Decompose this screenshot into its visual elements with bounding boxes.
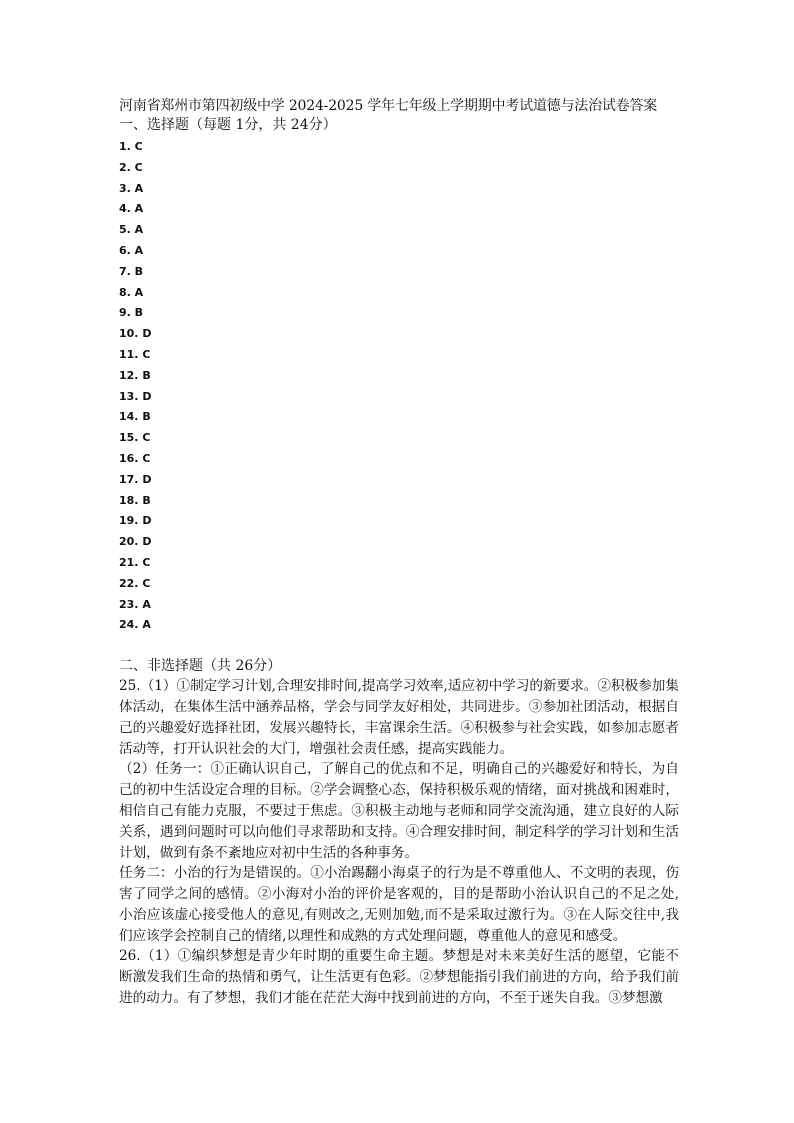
section1-heading: 一、选择题（每题 1分，共 24分） [119, 117, 337, 133]
answer-item: 5. A [119, 223, 144, 237]
answer-item: 15. C [119, 431, 151, 445]
answer-item: 14. B [119, 410, 151, 424]
answer-list [119, 137, 679, 636]
answer-item: 3. A [119, 181, 144, 195]
answer-item: 19. D [119, 514, 152, 528]
answer-item: 2. C [119, 160, 143, 174]
q25-task2: 任务二：小治的行为是错误的。①小治踢翻小海桌子的行为是不尊重他人、不文明的表现，伤害了同学之间的感情。②小海对小治的评价是客观的，目的是帮助小治认识自己的不足之处,小治应该虚心接受他人的意见,有则改之,无则加勉,而不是采取过激行为。③在人际交往中,我们应该学会控制自己的情绪,以理性和成熟的方式处理问题，尊重他人的意见和感受。 [119, 865, 679, 944]
answer-item: 13. D [119, 389, 152, 403]
answer-item: 7. B [119, 264, 144, 278]
answer-item: 21. C [119, 555, 151, 569]
answer-item: 9. B [119, 306, 144, 320]
document-content [119, 97, 679, 1009]
answer-item: 4. A [119, 202, 144, 216]
answer-item: 18. B [119, 493, 151, 507]
answer-item: 24. A [119, 618, 151, 632]
answer-item: 20. D [119, 535, 152, 549]
answer-item: 17. D [119, 472, 152, 486]
answer-item: 22. C [119, 576, 151, 590]
q25-part2: （2）任务一：①正确认识自己，了解自己的优点和不足，明确自己的兴趣爱好和特长，为自己的初中生活设定合理的目标。②学会调整心态，保持积极乐观的情绪，面对挑战和困难时，相信自己有能力克服，不要过于焦虑。③积极主动地与老师和同学交流沟通，建立良好的人际关系，遇到问题时可以向他们寻求帮助和支持。④合理安排时间，制定科学的学习计划和生活计划，做到有条不紊地应对初中生活的各种事务。 [119, 761, 679, 861]
answer-item: 12. B [119, 368, 151, 382]
document-title: 河南省郑州市第四初级中学 2024-2025 学年七年级上学期期中考试道德与法治试卷答案 [119, 98, 658, 114]
answer-item: 1. C [119, 140, 143, 153]
answer-item: 10. D [119, 327, 152, 341]
answer-item: 11. C [119, 347, 151, 361]
q25-part1: 25.（1）①制定学习计划,合理安排时间,提高学习效率,适应初中学习的新要求。②积极参加集体活动，在集体生活中涵养品格，学会与同学友好相处，共同进步。③参加社团活动，根据自己的兴趣爱好选择社团，发展兴趣特长，丰富课余生活。④积极参与社会实践，如参加志愿者活动等，打开认识社会的大门，增强社会责任感，提高实践能力。 [119, 678, 679, 757]
section2-heading: 二、非选择题（共 26分） [119, 658, 282, 675]
q26-part1: 26.（1）①编织梦想是青少年时期的重要生命主题。梦想是对未来美好生活的愿望，它能不断激发我们生命的热情和勇气，让生活更有色彩。②梦想能指引我们前进的方向，给予我们前进的动力。有了梦想，我们才能在茫茫大海中找到前进的方向，不至于迷失自我。③梦想激 [119, 948, 679, 1007]
answer-item: 16. C [119, 451, 151, 465]
answer-item: 6. A [119, 243, 144, 257]
answer-item: 8. A [119, 285, 144, 299]
answer-item: 23. A [119, 597, 151, 611]
